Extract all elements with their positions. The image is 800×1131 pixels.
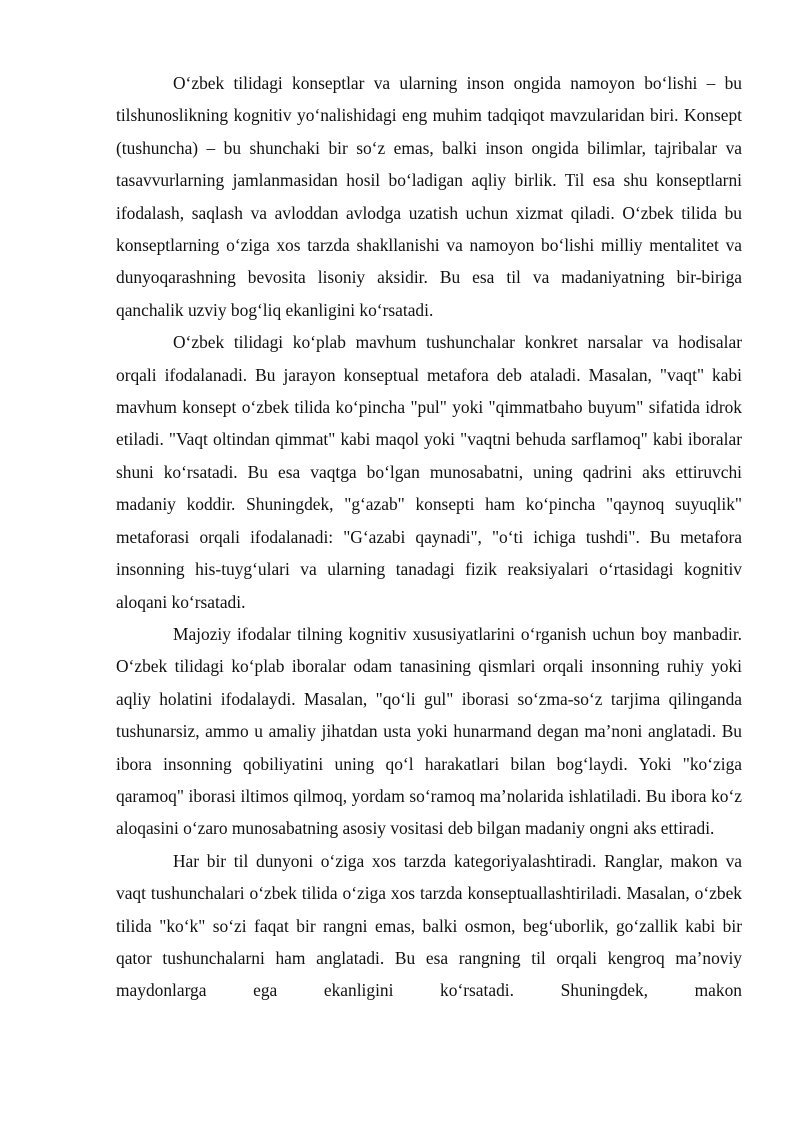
paragraph-1: O‘zbek tilidagi konseptlar va ularning inson ongida namoyon bo‘lishi – bu tilshunoslikning kognitiv yo‘nalishidagi eng muhim tadqiqot mavzularidan biri. Konsept (tushuncha) – bu shunchaki bir so‘z emas, balki inson ongida bilimlar, tajribalar va tasavvurlarning jamlanmasidan hosil bo‘ladigan aqliy birlik. Til esa shu konseptlarni ifodalash, saqlash va avloddan avlodga uzatish uchun xizmat qiladi. O‘zbek tilida bu konseptlarning o‘ziga xos tarzda shakllanishi va namoyon bo‘lishi milliy mentalitet va dunyoqarashning bevosita lisoniy aksidir. Bu esa til va madaniyatning bir-biriga qanchalik uzviy bog‘liq ekanligini ko‘rsatadi. [116, 73, 742, 320]
paragraph-2: O‘zbek tilidagi ko‘plab mavhum tushunchalar konkret narsalar va hodisalar orqali ifodalanadi. Bu jarayon konseptual metafora deb ataladi. Masalan, "vaqt" kabi mavhum konsept o‘zbek tilida ko‘pincha "pul" yoki "qimmatbaho buyum" sifatida idrok etiladi. "Vaqt oltindan qimmat" kabi maqol yoki "vaqtni behuda sarflamoq" kabi iboralar shuni ko‘rsatadi. Bu esa vaqtga bo‘lgan munosabatni, uning qadrini aks ettiruvchi madaniy koddir. Shuningdek, "g‘azab" konsepti ham ko‘pincha "qaynoq suyuqlik" metaforasi orqali ifodalanadi: "G‘azabi qaynadi", "o‘ti ichiga tushdi". Bu metafora insonning his-tuyg‘ulari va ularning tanadagi fizik reaksiyalari o‘rtasidagi kognitiv aloqani ko‘rsatadi. [116, 332, 742, 612]
paragraph-4: Har bir til dunyoni o‘ziga xos tarzda kategoriyalashtiradi. Ranglar, makon va vaqt tushunchalari o‘zbek tilida o‘ziga xos tarzda konseptuallashtiriladi. Masalan, o‘zbek tilida "ko‘k" so‘zi faqat bir rangni emas, balki osmon, beg‘uborlik, go‘zallik kabi bir qator tushunchalarni ham anglatadi. Bu esa rangning til orqali kengroq ma’noviy maydonlarga ega ekanligini ko‘rsatadi. Shuningdek, makon [116, 850, 742, 1001]
document-page [116, 67, 742, 1007]
paragraph-3: Majoziy ifodalar tilning kognitiv xususiyatlarini o‘rganish uchun boy manbadir. O‘zbek tilidagi ko‘plab iboralar odam tanasining qismlari orqali insonning ruhiy yoki aqliy holatini ifodalaydi. Masalan, "qo‘li gul" iborasi so‘zma-so‘z tarjima qilinganda tushunarsiz, ammo u amaliy jihatdan usta yoki hunarmand degan ma’noni anglatadi. Bu ibora insonning qobiliyatini uning qo‘l harakatlari bilan bog‘laydi. Yoki "ko‘ziga qaramoq" iborasi iltimos qilmoq, yordam so‘ramoq ma’nolarida ishlatiladi. Bu ibora ko‘z aloqasini o‘zaro munosabatning asosiy vositasi deb bilgan madaniy ongni aks ettiradi. [116, 623, 742, 839]
